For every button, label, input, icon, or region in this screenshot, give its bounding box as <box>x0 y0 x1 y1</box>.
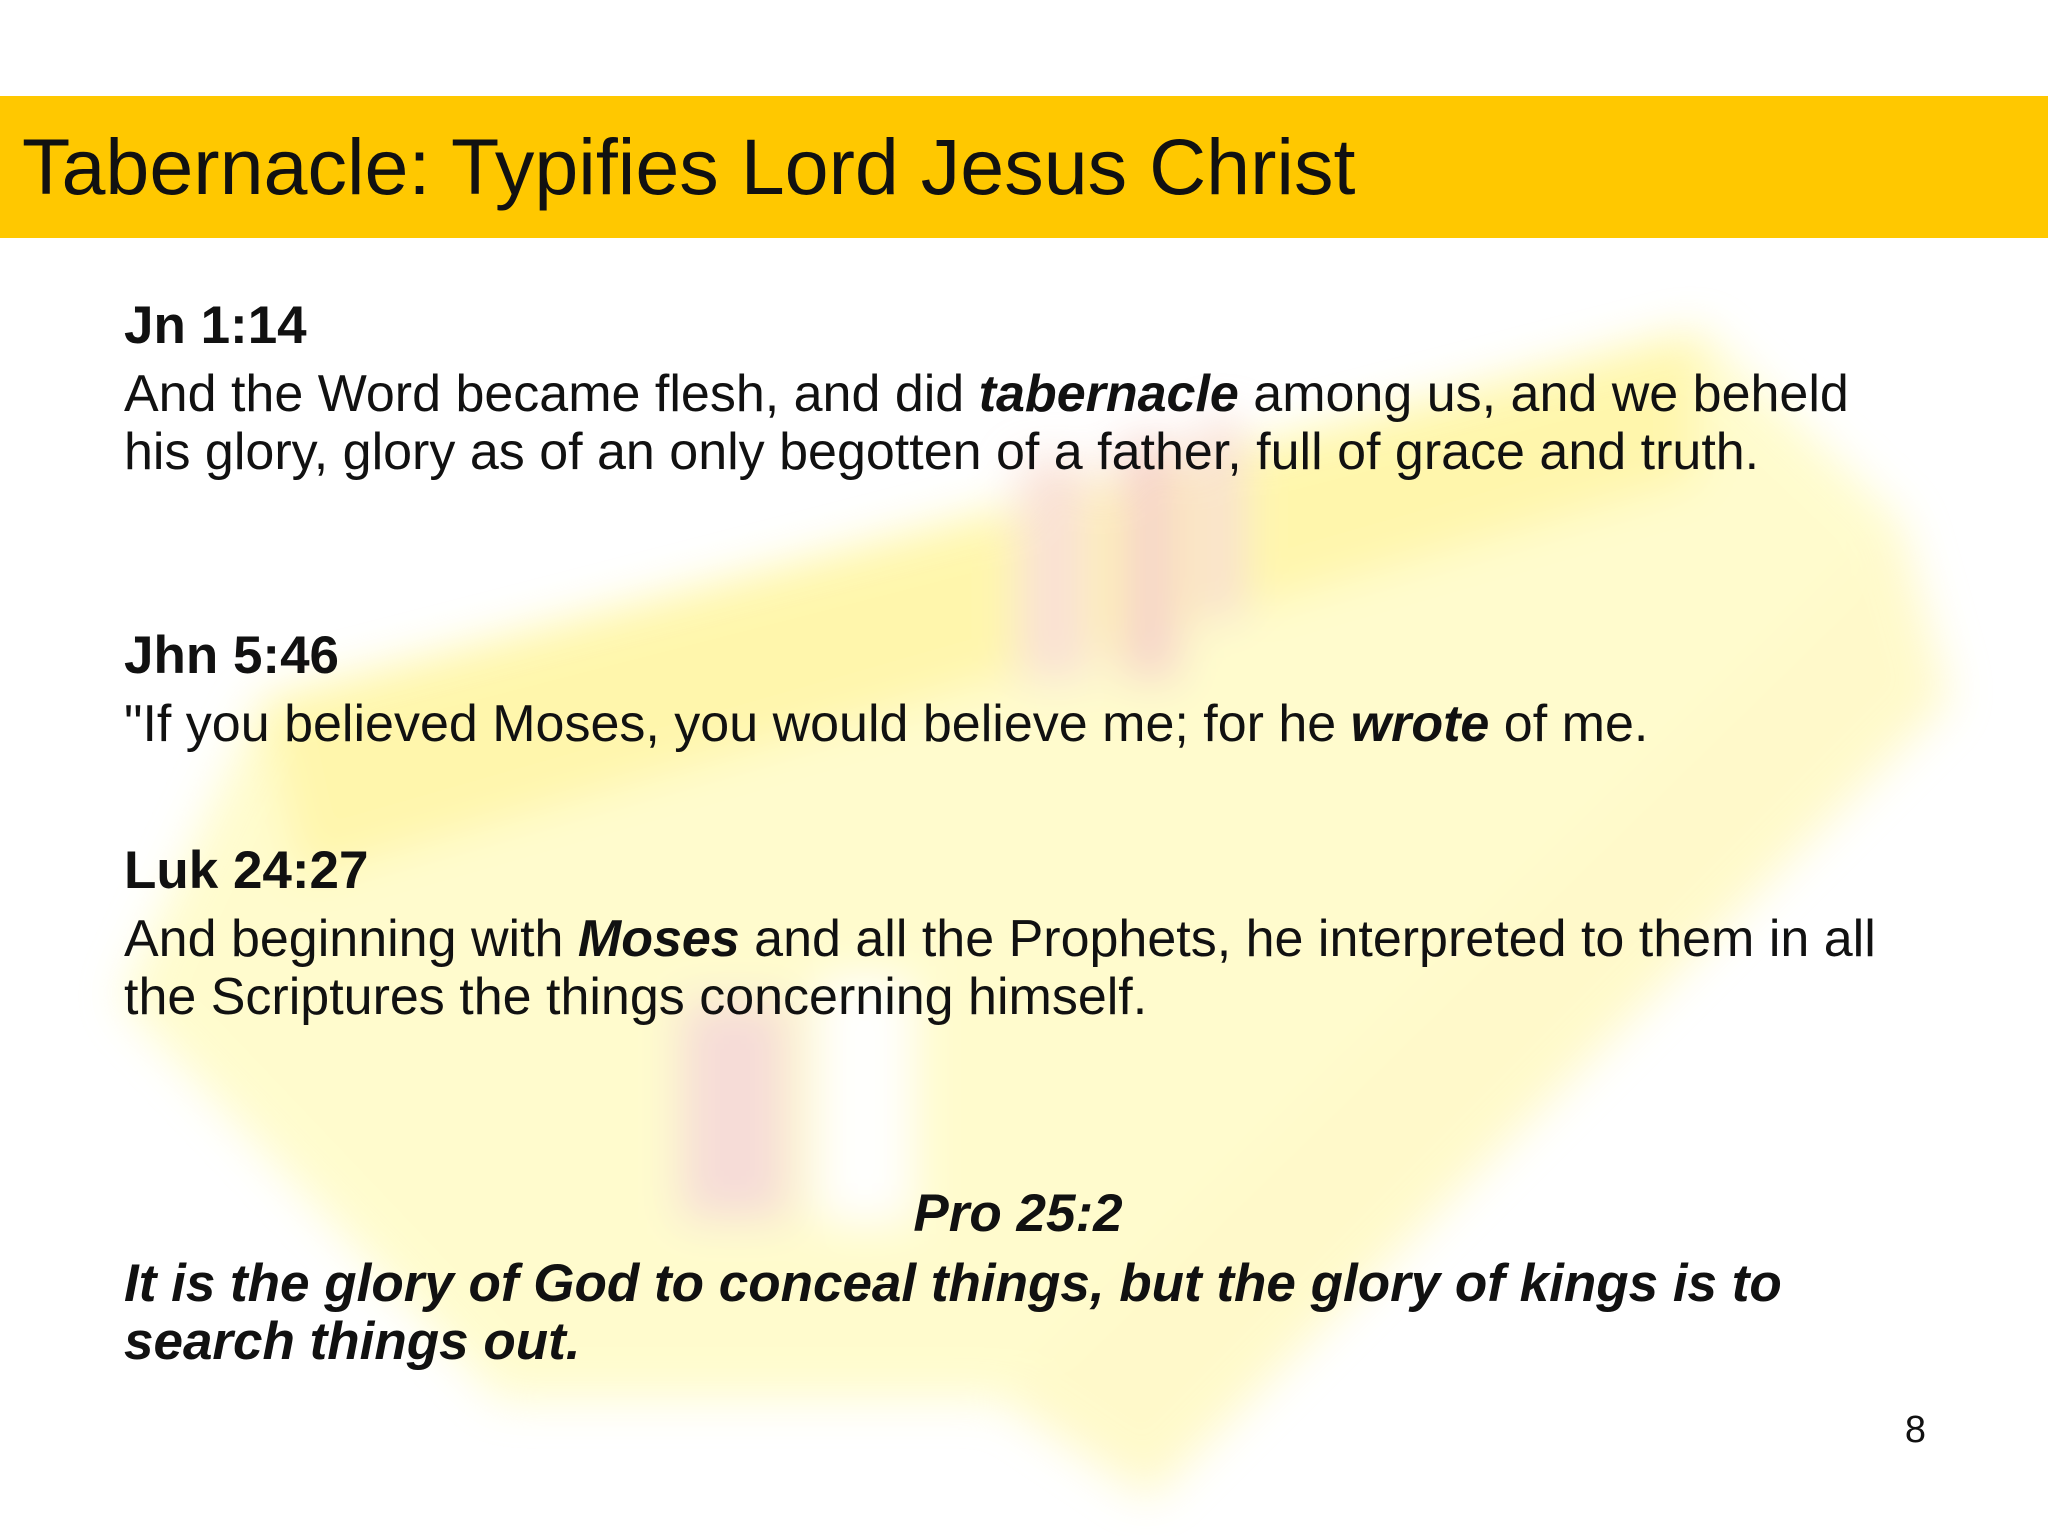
verse-text-start: And beginning with <box>124 910 578 968</box>
verse-block-john-1-14 <box>124 295 1924 481</box>
verse-text <box>124 910 1924 1026</box>
closing-verse-text: It is the glory of God to conceal things, but the glory of kings is to search things out. <box>124 1254 1782 1371</box>
verse-reference: Luk 24:27 <box>124 841 369 900</box>
verse-text-end: among us, and we beheld his glory, glory as of an only begotten of a father, full of grace and truth. <box>124 365 1849 481</box>
verse-text-end: and all the Prophets, he interpreted to them in all the Scriptures the things concerning himself. <box>124 910 1876 1026</box>
slide-title: Tabernacle: Typifies Lord Jesus Christ <box>22 122 1356 211</box>
verse-text-start: And the Word became flesh, and did <box>124 365 979 423</box>
verse-block-luke-24-27 <box>124 840 1924 1026</box>
verse-block-john-5-46 <box>124 625 1924 753</box>
verse-reference: Jn 1:14 <box>124 296 307 355</box>
closing-verse-reference: Pro 25:2 <box>913 1184 1123 1243</box>
verse-emphasis: tabernacle <box>978 365 1239 423</box>
page-number: 8 <box>1904 1409 1926 1451</box>
title-bar <box>0 96 2048 238</box>
verse-emphasis: wrote <box>1350 695 1490 753</box>
verse-text-end: of me. <box>1489 695 1649 753</box>
verse-text <box>124 695 1924 753</box>
verse-emphasis: Moses <box>577 910 740 968</box>
verse-text <box>124 365 1924 481</box>
verse-text-start: "If you believed Moses, you would believe me; for he <box>124 695 1351 753</box>
verse-reference: Jhn 5:46 <box>124 626 340 685</box>
